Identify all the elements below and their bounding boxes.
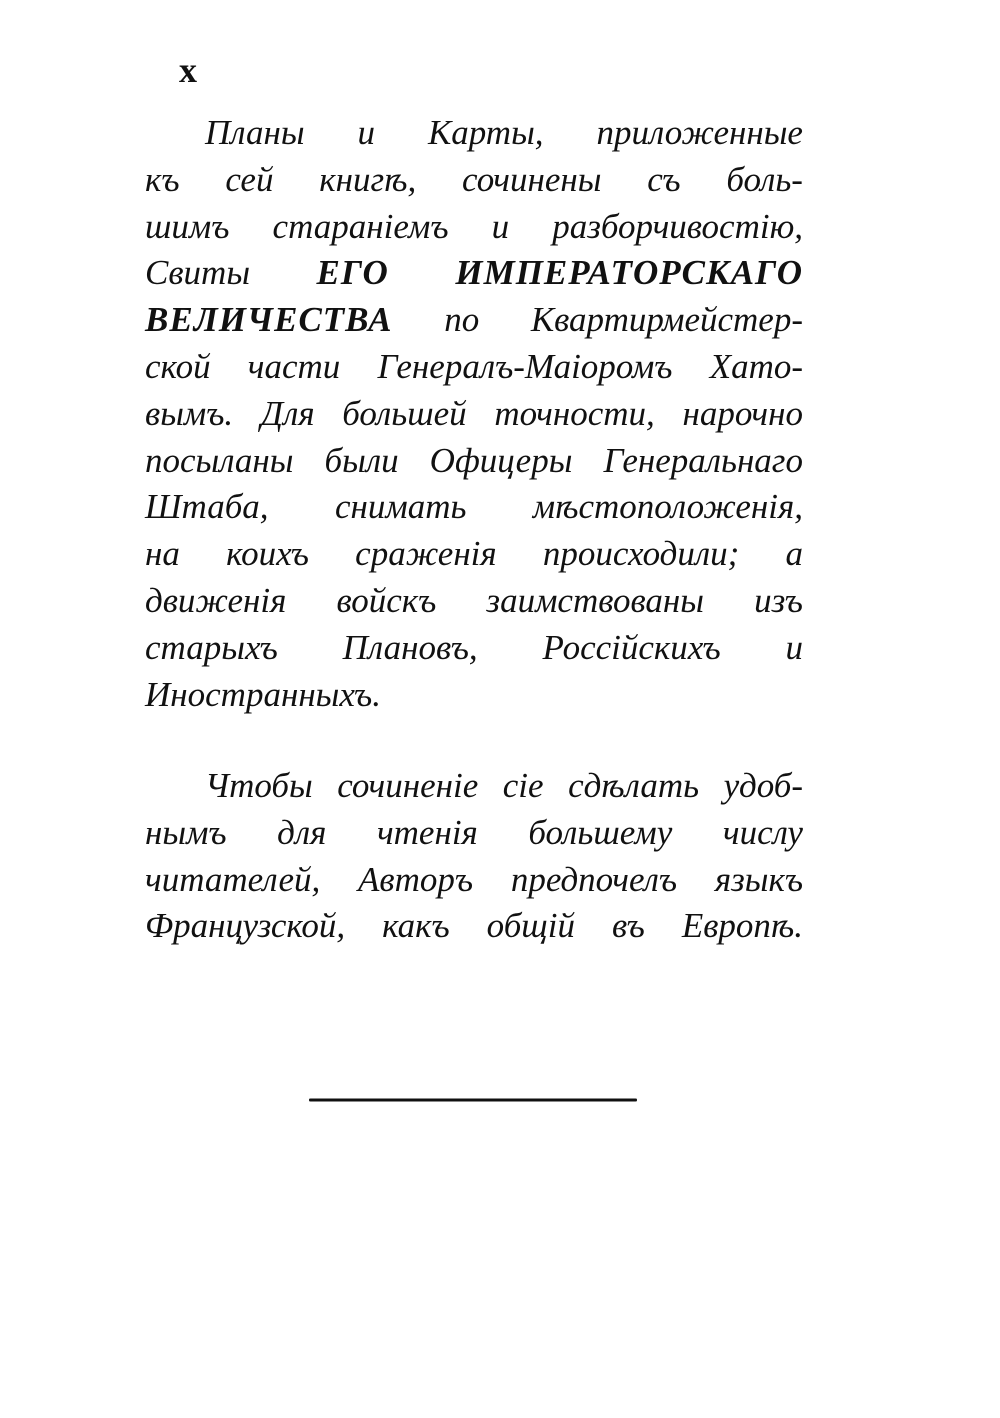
word: Авторъ	[358, 859, 474, 899]
word: сраженія	[355, 534, 497, 574]
word: ВЕЛИЧЕСТВА	[145, 300, 393, 340]
word: нарочно	[682, 393, 803, 433]
word: Хато-	[709, 346, 803, 386]
word: для	[277, 812, 327, 852]
word: сіе	[502, 766, 544, 805]
word: Свиты	[145, 253, 251, 293]
word: происходили;	[542, 534, 740, 574]
text-line	[145, 344, 803, 391]
text-line	[145, 857, 803, 904]
word: Карты,	[428, 113, 544, 152]
word: и	[785, 627, 803, 667]
text-line	[145, 250, 803, 297]
word: нымъ	[145, 812, 227, 852]
word: удоб-	[723, 766, 803, 805]
word: Французской,	[145, 906, 346, 946]
word: Для	[260, 393, 315, 433]
text-line	[145, 297, 803, 344]
word: и	[357, 113, 376, 152]
word: и	[491, 206, 510, 246]
word: сочиненіе	[337, 766, 479, 805]
word: войскъ	[336, 580, 437, 620]
text-line	[145, 578, 803, 625]
word: движенія	[145, 580, 287, 620]
word: въ	[611, 906, 645, 946]
word: Европѣ.	[681, 906, 803, 946]
section-divider	[309, 1098, 637, 1102]
text-line	[145, 810, 803, 857]
word: какъ	[382, 906, 450, 946]
text-line	[145, 625, 803, 672]
word: сей	[225, 159, 274, 199]
word: Офицеры	[429, 440, 573, 480]
text-line	[145, 157, 803, 204]
word: коихъ	[226, 534, 309, 574]
page-number: x	[179, 50, 197, 90]
word: посыланы	[145, 440, 294, 480]
word: части	[247, 346, 341, 386]
word: сдѣлать	[568, 766, 700, 805]
word: Генеральнаго	[603, 440, 803, 480]
text-line	[145, 672, 803, 719]
word: числу	[722, 812, 803, 852]
word: приложенные	[596, 113, 803, 152]
word: большей	[342, 393, 467, 433]
word: старыхъ	[145, 627, 278, 667]
word: съ	[647, 159, 681, 199]
word: большему	[528, 812, 673, 852]
word: ской	[145, 346, 211, 386]
word: къ	[145, 159, 180, 199]
text-line	[145, 903, 803, 950]
text-line	[145, 204, 803, 251]
text-line	[145, 531, 803, 578]
word: стараніемъ	[272, 206, 449, 246]
word: предпочелъ	[510, 859, 678, 899]
text-line	[145, 763, 803, 810]
word: общій	[486, 906, 575, 946]
word: а	[785, 534, 803, 574]
text-line	[145, 438, 803, 485]
word: книгѣ,	[319, 159, 417, 199]
word: сочинены	[462, 159, 602, 199]
word: Квартирмейстер-	[530, 300, 803, 340]
word: разборчивостію,	[552, 206, 803, 246]
text-line	[145, 391, 803, 438]
word: заимствованы	[486, 580, 704, 620]
word: читателей,	[145, 859, 321, 899]
text-line	[145, 110, 803, 157]
word: Иностранныхъ.	[145, 674, 381, 714]
word: были	[324, 440, 399, 480]
word: вымъ.	[145, 393, 234, 433]
word: языкъ	[714, 859, 803, 899]
word: по	[444, 300, 480, 340]
word: на	[145, 534, 180, 574]
word: Чтобы	[205, 766, 313, 805]
word: ЕГО	[316, 253, 389, 293]
word: чтенія	[376, 812, 478, 852]
word: Штаба,	[145, 487, 269, 527]
paragraph-french-language	[145, 763, 803, 950]
word: Генералъ-Маіоромъ	[377, 346, 673, 386]
paragraph-plans-and-maps	[145, 110, 803, 718]
word: боль-	[726, 159, 803, 199]
word: снимать	[334, 487, 467, 527]
word: Плановъ,	[342, 627, 478, 667]
word: шимъ	[145, 206, 230, 246]
word: Планы	[205, 113, 305, 152]
word: изъ	[754, 580, 803, 620]
word: точности,	[494, 393, 655, 433]
text-line	[145, 484, 803, 531]
word: Россійскихъ	[542, 627, 721, 667]
word: ИМПЕРАТОРСКАГО	[455, 253, 803, 293]
word: мѣстоположенія,	[532, 487, 803, 527]
